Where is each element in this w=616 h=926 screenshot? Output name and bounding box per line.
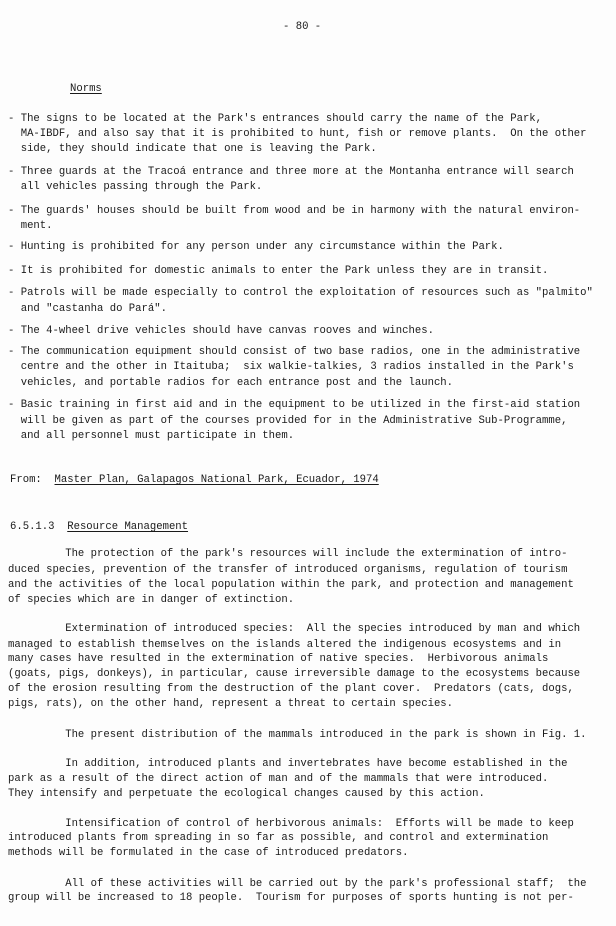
paragraph-line: managed to establish themselves on the islands altered the indigenous ecosystems and in	[8, 639, 562, 651]
paragraph-line: Intensification of control of herbivorous animals: Efforts will be made to keep	[8, 818, 574, 830]
norm-item-line: vehicles, and portable radios for each entrance post and the launch.	[8, 377, 454, 389]
norm-item-line: will be given as part of the courses provided for in the Administrative Sub-Programme,	[8, 415, 568, 427]
paragraph-line: many cases have resulted in the extermination of native species. Herbivorous animals	[8, 653, 549, 665]
paragraph-line: pigs, rats), on the other hand, represent a threat to certain species.	[8, 698, 454, 710]
norm-item-line: - Basic training in first aid and in the equipment to be utilized in the first-aid station	[8, 399, 581, 411]
norm-item-line: ment.	[8, 220, 53, 232]
source-citation	[10, 474, 379, 486]
paragraph-line: methods will be formulated in the case of introduced predators.	[8, 847, 409, 859]
norm-item-line: - Patrols will be made especially to control the exploitation of resources such as "palmito"	[8, 287, 593, 299]
norms-heading: Norms	[70, 83, 102, 95]
paragraph-line: The protection of the park's resources will include the extermination of intro-	[8, 548, 568, 560]
page-number: - 80 -	[283, 21, 322, 33]
paragraph-line: In addition, introduced plants and invertebrates have become established in the	[8, 758, 568, 770]
norm-item-line: all vehicles passing through the Park.	[8, 181, 263, 193]
norm-item-line: and all personnel must participate in them.	[8, 430, 295, 442]
paragraph-line: park as a result of the direct action of man and of the mammals that were introduced.	[8, 773, 549, 785]
norm-item-line: - It is prohibited for domestic animals to enter the Park unless they are in transit.	[8, 265, 549, 277]
paragraph-line: Extermination of introduced species: All the species introduced by man and which	[8, 623, 581, 635]
paragraph-line: of the erosion resulting from the destruction of the plant cover. Predators (cats, dogs,	[8, 683, 574, 695]
norm-item-line: - The communication equipment should consist of two base radios, one in the administrative	[8, 346, 581, 358]
paragraph-line: of species which are in danger of extinction.	[8, 594, 295, 606]
norm-item-line: - The signs to be located at the Park's entrances should carry the name of the Park,	[8, 113, 543, 125]
norm-item-line: centre and the other in Itaituba; six walkie-talkies, 3 radios installed in the Park's	[8, 361, 574, 373]
norm-item-line: - Three guards at the Tracoá entrance and three more at the Montanha entrance will search	[8, 166, 574, 178]
paragraph-line: All of these activities will be carried out by the park's professional staff; the	[8, 878, 587, 890]
norm-item-line: - The guards' houses should be built from wood and be in harmony with the natural environ-	[8, 205, 581, 217]
section-number: 6.5.1.3	[10, 521, 55, 533]
paragraph-line: The present distribution of the mammals introduced in the park is shown in Fig. 1.	[8, 729, 587, 741]
source-title: Master Plan, Galapagos National Park, Ecuador, 1974	[54, 474, 379, 486]
norm-item-line: MA-IBDF, and also say that it is prohibited to hunt, fish or remove plants. On the other	[8, 128, 587, 140]
paragraph-line: (goats, pigs, donkeys), in particular, cause irreversible damage to the ecosystems because	[8, 668, 581, 680]
norm-item-line: side, they should indicate that one is leaving the Park.	[8, 143, 377, 155]
section-heading	[10, 521, 188, 533]
paragraph-line: group will be increased to 18 people. Tourism for purposes of sports hunting is not per-	[8, 892, 574, 904]
paragraph-line: and the activities of the local population within the park, and protection and management	[8, 579, 574, 591]
paragraph-line: duced species, prevention of the transfer of introduced organisms, regulation of tourism	[8, 564, 568, 576]
source-label: From:	[10, 474, 42, 486]
norm-item-line: - The 4-wheel drive vehicles should have canvas rooves and winches.	[8, 325, 434, 337]
section-title: Resource Management	[67, 521, 189, 533]
paragraph-line: introduced plants from spreading in so far as possible, and control and extermination	[8, 832, 549, 844]
paragraph-line: They intensify and perpetuate the ecological changes caused by this action.	[8, 788, 485, 800]
norm-item-line: - Hunting is prohibited for any person under any circumstance within the Park.	[8, 241, 504, 253]
norm-item-line: and "castanha do Pará".	[8, 303, 167, 315]
